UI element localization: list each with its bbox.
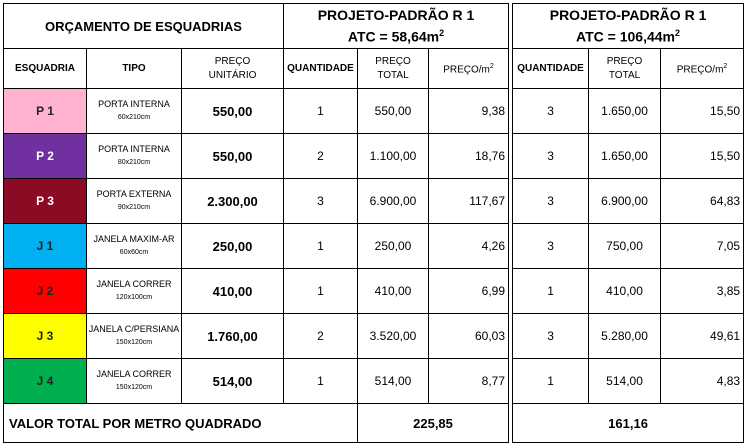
row-tipo-cell: JANELA CORRER 150x120cm bbox=[87, 359, 182, 404]
project-atc-1: ATC = $58,64m^2$ bbox=[347, 28, 445, 45]
budget-sheet bbox=[3, 3, 743, 439]
column-header-row bbox=[4, 49, 744, 89]
row-preco-m2-2: 4,83 bbox=[661, 359, 744, 404]
row-tipo-cell: JANELA CORRER 120x100cm bbox=[87, 269, 182, 314]
row-preco-m2-1: 60,03 bbox=[429, 314, 509, 359]
col-quantidade-2: QUANTIDADE bbox=[513, 49, 589, 89]
row-preco-total-1: 3.520,00 bbox=[358, 314, 429, 359]
row-quantidade-2: 3 bbox=[513, 134, 589, 179]
row-quantidade-2: 3 bbox=[513, 179, 589, 224]
row-quantidade-2: 3 bbox=[513, 314, 589, 359]
row-quantidade-1: 1 bbox=[284, 359, 358, 404]
col-preco-m2-1: PREÇO/$m^2$ bbox=[429, 49, 509, 89]
row-tipo-cell: PORTA INTERNA 80x210cm bbox=[87, 134, 182, 179]
row-quantidade-1: 1 bbox=[284, 224, 358, 269]
row-preco-m2-1: 6,99 bbox=[429, 269, 509, 314]
total-row bbox=[4, 404, 744, 443]
project-header-1 bbox=[284, 4, 509, 49]
row-preco-total-1: 410,00 bbox=[358, 269, 429, 314]
table-row bbox=[4, 134, 744, 179]
row-quantidade-2: 3 bbox=[513, 224, 589, 269]
total-value-2: 161,16 bbox=[513, 404, 744, 443]
row-preco-total-2: 514,00 bbox=[589, 359, 661, 404]
project-atc-2: ATC = $106,44m^2$ bbox=[576, 28, 681, 45]
row-quantidade-2: 3 bbox=[513, 89, 589, 134]
row-preco-total-1: 6.900,00 bbox=[358, 179, 429, 224]
row-preco-total-2: 410,00 bbox=[589, 269, 661, 314]
budget-table bbox=[3, 3, 744, 443]
col-preco-m2-2: PREÇO/$m^2$ bbox=[661, 49, 744, 89]
row-preco-unitario: 550,00 bbox=[182, 134, 284, 179]
table-row bbox=[4, 269, 744, 314]
table-row bbox=[4, 314, 744, 359]
row-tipo-cell: PORTA INTERNA 60x210cm bbox=[87, 89, 182, 134]
row-quantidade-1: 2 bbox=[284, 134, 358, 179]
row-tipo-cell: JANELA MAXIM-AR 60x60cm bbox=[87, 224, 182, 269]
row-preco-m2-2: 64,83 bbox=[661, 179, 744, 224]
project-name-2: PROJETO-PADRÃO R 1 bbox=[549, 7, 707, 24]
col-preco-total-1: PREÇO TOTAL bbox=[358, 49, 429, 89]
project-name-1: PROJETO-PADRÃO R 1 bbox=[317, 7, 475, 24]
row-code-cell: P 2 bbox=[4, 134, 87, 179]
sheet-title: ORÇAMENTO DE ESQUADRIAS bbox=[4, 4, 284, 49]
row-preco-unitario: 550,00 bbox=[182, 89, 284, 134]
row-preco-unitario: 514,00 bbox=[182, 359, 284, 404]
row-preco-m2-1: 8,77 bbox=[429, 359, 509, 404]
row-quantidade-1: 1 bbox=[284, 269, 358, 314]
row-preco-m2-2: 7,05 bbox=[661, 224, 744, 269]
row-preco-m2-1: 9,38 bbox=[429, 89, 509, 134]
row-tipo-cell: PORTA EXTERNA 90x210cm bbox=[87, 179, 182, 224]
row-quantidade-1: 3 bbox=[284, 179, 358, 224]
project-header-2 bbox=[513, 4, 744, 49]
col-preco-unitario: PREÇO UNITÁRIO bbox=[182, 49, 284, 89]
table-row bbox=[4, 359, 744, 404]
row-preco-total-1: 514,00 bbox=[358, 359, 429, 404]
row-preco-total-2: 750,00 bbox=[589, 224, 661, 269]
row-quantidade-1: 1 bbox=[284, 89, 358, 134]
row-preco-m2-1: 18,76 bbox=[429, 134, 509, 179]
row-preco-total-1: 550,00 bbox=[358, 89, 429, 134]
row-quantidade-2: 1 bbox=[513, 359, 589, 404]
row-preco-m2-2: 49,61 bbox=[661, 314, 744, 359]
col-esquadria: ESQUADRIA bbox=[4, 49, 87, 89]
row-preco-m2-1: 117,67 bbox=[429, 179, 509, 224]
row-preco-total-1: 1.100,00 bbox=[358, 134, 429, 179]
row-tipo-cell: JANELA C/PERSIANA 150x120cm bbox=[87, 314, 182, 359]
table-row bbox=[4, 89, 744, 134]
row-preco-unitario: 410,00 bbox=[182, 269, 284, 314]
row-preco-m2-2: 15,50 bbox=[661, 134, 744, 179]
row-preco-unitario: 250,00 bbox=[182, 224, 284, 269]
row-code-cell: J 3 bbox=[4, 314, 87, 359]
row-preco-total-2: 1.650,00 bbox=[589, 134, 661, 179]
total-value-1: 225,85 bbox=[358, 404, 509, 443]
row-quantidade-1: 2 bbox=[284, 314, 358, 359]
col-preco-total-2: PREÇO TOTAL bbox=[589, 49, 661, 89]
row-preco-unitario: 1.760,00 bbox=[182, 314, 284, 359]
row-code-cell: P 1 bbox=[4, 89, 87, 134]
row-preco-total-2: 5.280,00 bbox=[589, 314, 661, 359]
total-label: VALOR TOTAL POR METRO QUADRADO bbox=[4, 404, 358, 443]
row-preco-total-1: 250,00 bbox=[358, 224, 429, 269]
row-code-cell: P 3 bbox=[4, 179, 87, 224]
row-preco-m2-1: 4,26 bbox=[429, 224, 509, 269]
row-code-cell: J 2 bbox=[4, 269, 87, 314]
table-row bbox=[4, 224, 744, 269]
table-row bbox=[4, 179, 744, 224]
col-tipo: TIPO bbox=[87, 49, 182, 89]
col-quantidade-1: QUANTIDADE bbox=[284, 49, 358, 89]
row-quantidade-2: 1 bbox=[513, 269, 589, 314]
row-preco-total-2: 6.900,00 bbox=[589, 179, 661, 224]
row-preco-m2-2: 15,50 bbox=[661, 89, 744, 134]
title-row bbox=[4, 4, 744, 49]
row-code-cell: J 1 bbox=[4, 224, 87, 269]
row-preco-m2-2: 3,85 bbox=[661, 269, 744, 314]
row-preco-unitario: 2.300,00 bbox=[182, 179, 284, 224]
row-preco-total-2: 1.650,00 bbox=[589, 89, 661, 134]
row-code-cell: J 4 bbox=[4, 359, 87, 404]
